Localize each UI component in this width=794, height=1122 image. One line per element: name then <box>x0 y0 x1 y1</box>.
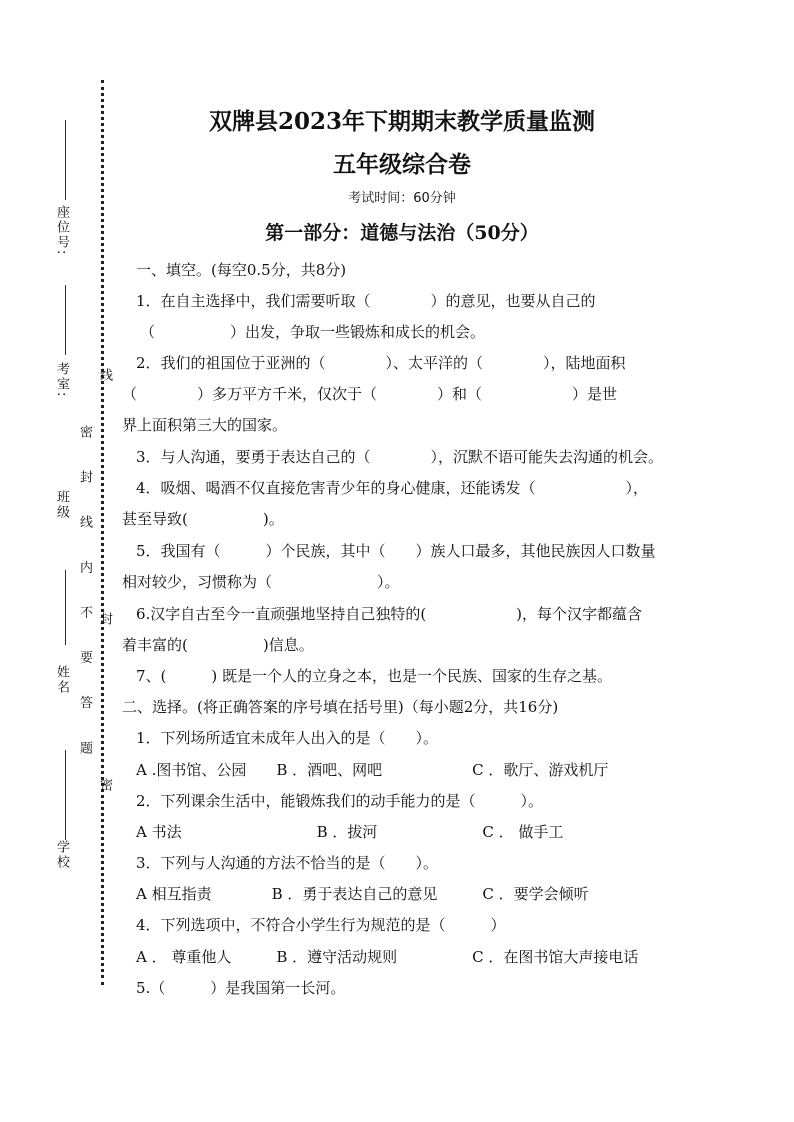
question-line: 6.汉字自古至今一直顽强地坚持自己独特的( )，每个汉字都蕴含 <box>136 605 643 623</box>
exam-title: 双牌县2023年下期期末教学质量监测 <box>208 108 595 135</box>
class-label: 班级 <box>54 490 69 520</box>
question-line: 甚至导致( )。 <box>122 510 284 528</box>
room-blank-line <box>65 285 66 355</box>
question-line: 5.（ ）是我国第一长河。 <box>136 979 346 997</box>
seat-label: 座位号: <box>54 205 69 257</box>
question-line: 1．在自主选择中，我们需要听取（ ）的意见，也要从自己的 <box>136 292 596 310</box>
question-line: 界上面积第三大的国家。 <box>122 416 288 434</box>
question-line: 3．与人沟通，要勇于表达自己的（ ），沉默不语可能失去沟通的机会。 <box>136 448 664 466</box>
name-label: 姓名 <box>54 665 69 695</box>
section-fill-heading: 一、填空。(每空0.5分，共8分) <box>136 261 347 279</box>
option-line: A .图书馆、公园 B ．酒吧、网吧 C ．歌厅、游戏机厅 <box>136 761 609 779</box>
question-line: （ ）多万平方千米，仅次于（ ）和（ ）是世 <box>122 385 618 403</box>
question-line: 2．下列课余生活中，能锻炼我们的动手能力的是（ ）。 <box>136 792 544 810</box>
question-line: 7、( ) 既是一个人的立身之本，也是一个民族、国家的生存之基。 <box>136 667 613 685</box>
exam-subtitle: 五年级综合卷 <box>333 151 471 178</box>
exam-time: 考试时间：60分钟 <box>348 191 456 206</box>
seal-mi-word: 密 <box>97 778 112 791</box>
seat-blank-line <box>65 120 66 200</box>
option-line: A 相互指责 B ．勇于表达自己的意见 C ．要学会倾听 <box>136 885 589 903</box>
question-line: （ ）出发，争取一些锻炼和成长的机会。 <box>140 323 486 341</box>
question-line: 着丰富的( )信息。 <box>122 636 314 654</box>
seal-seal-word: 封 <box>97 612 112 625</box>
name-blank-line <box>65 570 66 645</box>
room-label: 考室: <box>54 362 69 399</box>
question-line: 1．下列场所适宜未成年人出入的是（ ）。 <box>136 729 439 747</box>
option-line: A 书法 B ．拔河 C ． 做手工 <box>136 823 564 841</box>
question-line: 4．下列选项中，不符合小学生行为规范的是（ ） <box>136 916 506 934</box>
school-blank-line <box>65 750 66 840</box>
question-line: 相对较少，习惯称为（ ）。 <box>122 573 400 591</box>
school-label: 学校 <box>54 840 69 870</box>
question-line: 5．我国有（ ）个民族，其中（ ）族人口最多，其他民族因人口数量 <box>136 542 656 560</box>
option-line: A ． 尊重他人 B ．遵守活动规则 C ．在图书馆大声接电话 <box>136 948 639 966</box>
seal-warning-text: 密 封 线 内 不 要 答 题 <box>77 425 92 768</box>
question-line: 2．我们的祖国位于亚洲的（ ）、太平洋的（ ），陆地面积 <box>136 354 626 372</box>
binding-margin <box>0 0 120 1122</box>
question-line: 3．下列与人沟通的方法不恰当的是（ ）。 <box>136 854 439 872</box>
part-heading: 第一部分：道德与法治（50分） <box>265 222 539 244</box>
question-line: 4．吸烟、喝酒不仅直接危害青少年的身心健康，还能诱发（ ）， <box>136 479 649 497</box>
section-choice-heading: 二、选择。(将正确答案的序号填在括号里)（每小题2分，共16分) <box>122 698 559 716</box>
seal-line-word: 线 <box>97 368 112 381</box>
seal-dotted-line <box>101 80 104 985</box>
